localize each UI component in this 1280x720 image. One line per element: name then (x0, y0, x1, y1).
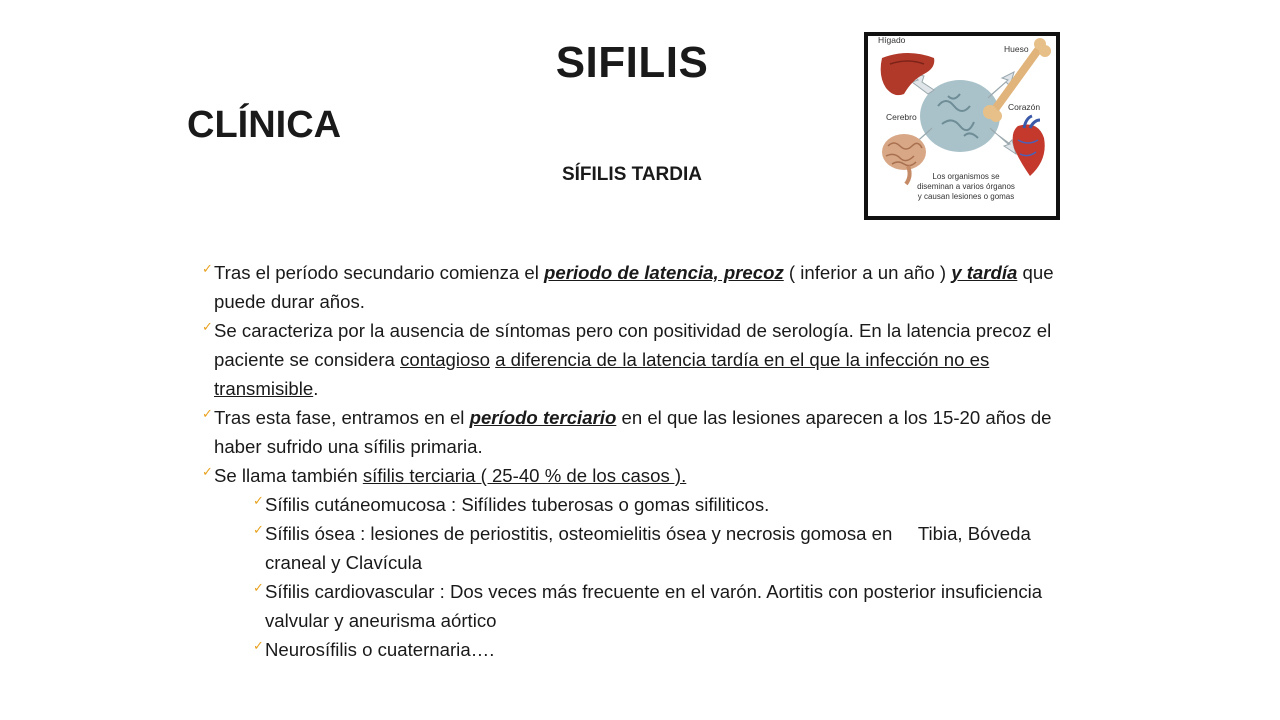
liver-label: Hígado (878, 35, 906, 45)
tertiary-term: período terciario (469, 407, 617, 428)
tertiary-syphilis-phrase: sífilis terciaria ( 25-40 % de los casos ). (362, 465, 687, 486)
sub-list-item: ✓ Sífilis cardiovascular : Dos veces más frecuente en el varón. Aortitis con posterior insuficiencia valvular y aneurisma aórtico (253, 580, 1043, 631)
contagious-term: contagioso (400, 349, 490, 370)
slide-title: SIFILIS (555, 38, 709, 87)
checkmark-icon: ✓ (202, 261, 213, 276)
checkmark-icon: ✓ (253, 638, 264, 653)
brain-label: Cerebro (886, 112, 917, 122)
sub-list-item: ✓ Neurosífilis o cuaternaria…. (253, 638, 495, 660)
checkmark-icon: ✓ (202, 464, 213, 479)
heart-label: Corazón (1008, 102, 1041, 112)
figure-caption: Los organismos se diseminan a varios órganos y causan lesiones o gomas (917, 172, 1015, 201)
late-term: y tardía (951, 262, 1018, 283)
section-heading: CLÍNICA (187, 104, 342, 146)
checkmark-icon: ✓ (253, 493, 264, 508)
list-item: ✓ Se caracteriza por la ausencia de síntomas pero con positividad de serología. En la latencia precoz el paciente se considera contagioso a diferencia de la latencia tardía en el que la infección no es transmisible. (202, 319, 1052, 399)
checkmark-icon: ✓ (202, 406, 213, 421)
organs-illustration (864, 32, 1060, 220)
list-item: ✓ Tras el período secundario comienza el periodo de latencia, precoz ( inferior a un año ) y tardía que puede durar años. (202, 261, 1054, 312)
checkmark-icon: ✓ (253, 522, 264, 537)
subtitle: SÍFILIS TARDIA (561, 164, 703, 185)
sub-list-item: ✓ Sífilis ósea : lesiones de periostitis, osteomielitis ósea y necrosis gomosa en Tibia, Bóveda craneal y Clavícula (253, 522, 1036, 573)
checkmark-icon: ✓ (202, 319, 213, 334)
checkmark-icon: ✓ (253, 580, 264, 595)
non-transmissible-phrase: a diferencia de la latencia tardía en el que la infección no es transmisible (214, 349, 990, 399)
bone-label: Hueso (1004, 44, 1029, 54)
list-item: ✓ Tras esta fase, entramos en el período terciario en el que las lesiones aparecen a los 15-20 años de haber sufrido una sífilis primaria. (202, 406, 1052, 457)
bullet-list (202, 258, 1078, 664)
sub-list-item: ✓ Sífilis cutáneomucosa : Sifílides tuberosas o gomas sifiliticos. (253, 493, 770, 515)
heart-icon (1013, 116, 1045, 176)
list-item: ✓ Se llama también sífilis terciaria ( 25-40 % de los casos ). (202, 464, 687, 486)
latency-term: periodo de latencia, precoz (544, 262, 784, 283)
